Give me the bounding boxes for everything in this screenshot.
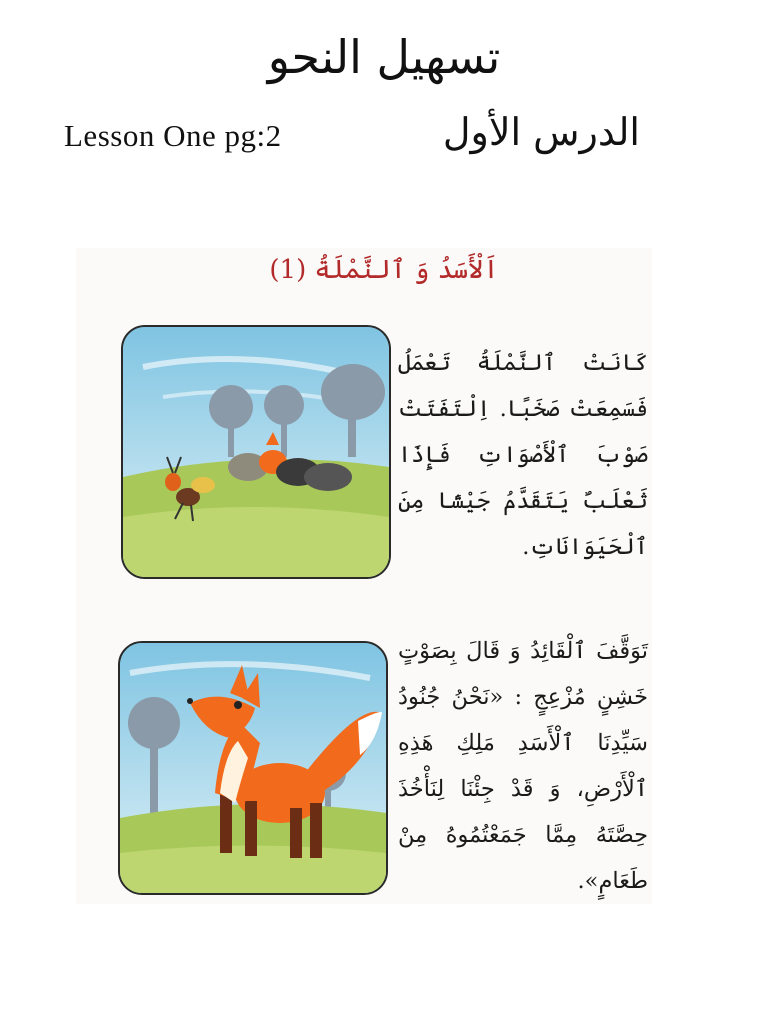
fox-leader-illustration [118, 641, 388, 895]
lesson-label-english: Lesson One pg:2 [64, 118, 282, 153]
story-paragraph-2: تَوَقَّفَ ٱلْقَائِدُ وَ قَالَ بِصَوْتٍ خَشِنٍ مُزْعِجٍ : «نَحْنُ جُنُودُ سَيِّدِنَا ٱلْأَسَدِ مَلِكِ هَذِهِ ٱلْأَرْضِ، وَ قَدْ جِئْنَا لِنَأْخُذَ حِصَّتَهُ مِمَّا جَمَعْتُمُوهُ مِنْ طَعَامٍ». [398, 638, 648, 894]
page-title: تسهيل النحو [267, 30, 501, 84]
story-title: اَلْأَسَدُ وَ ٱلنَّمْلَةُ (1) [269, 255, 499, 285]
story-paragraph-1: كَانَتْ ٱلنَّمْلَةُ تَعْمَلُ فَسَمِعَتْ صَخَبًا. اِلْتَفَتَتْ صَوْبَ ٱلْأَصْوَاتِ فَإِذَا ثَعْلَبٌ يَتَقَدَّمُ جَيْشًا مِنَ ٱلْحَيَوَانَاتِ. [398, 350, 648, 560]
ant-and-animal-army-illustration [121, 325, 391, 579]
lesson-label-arabic: الدرس الأول [442, 110, 640, 154]
